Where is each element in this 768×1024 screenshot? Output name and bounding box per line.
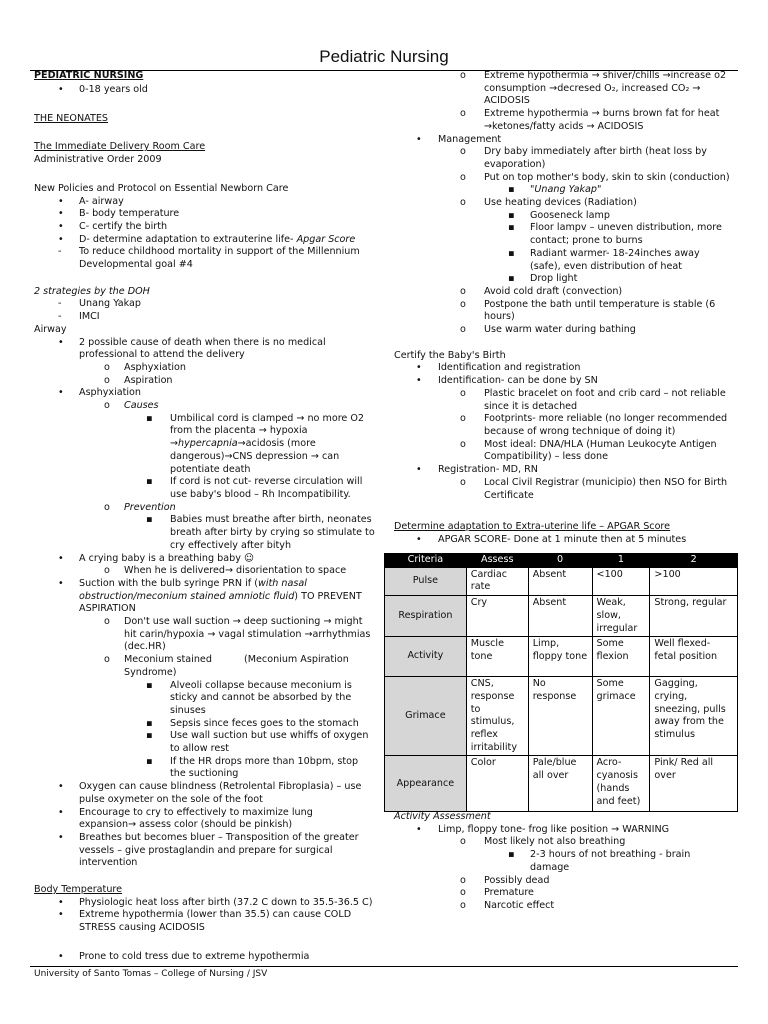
list-item: o Aspiration xyxy=(104,374,173,386)
table-row xyxy=(385,567,738,595)
text-line: professional to attend the delivery xyxy=(79,349,245,361)
apgar-cell: Gagging, crying, sneezing, pulls away from the stimulus xyxy=(650,677,738,756)
list-item: ▪ Radiant warmer- 18-24inches away xyxy=(508,247,700,259)
list-item: ▪ If the HR drops more than 10bpm, stop xyxy=(146,755,359,767)
text-line: ACIDOSIS xyxy=(484,95,530,107)
text-line: STRESS causing ACIDOSIS xyxy=(79,922,205,934)
text-line: Compatibility) – less done xyxy=(484,451,609,463)
apgar-cell: No response xyxy=(528,677,592,756)
heading-body-temperature: Body Temperature xyxy=(34,884,123,896)
list-item: • A crying baby is a breathing baby ☺ xyxy=(58,552,254,564)
text-line: (dec.HR) xyxy=(124,641,166,653)
heading-certify-birth: Certify the Baby's Birth xyxy=(394,349,506,361)
apgar-header: Assess xyxy=(466,554,528,568)
list-item: • B- body temperature xyxy=(58,208,180,220)
list-item: ▪ Floor lampv – uneven distribution, more xyxy=(508,222,722,234)
list-item: ▪ Use wall suction but use whiffs of oxygen xyxy=(146,730,369,742)
text-line: damage xyxy=(530,861,570,873)
list-item: o Most likely not also breathing xyxy=(460,836,626,848)
list-item: • D- determine adaptation to extrauterine life- Apgar Score xyxy=(58,233,356,245)
list-item: ▪ If cord is not cut- reverse circulation will xyxy=(146,476,363,488)
text-line: since it is detached xyxy=(484,400,578,412)
text-line: →hypercapnia→acidosis (more xyxy=(170,438,316,450)
list-item: o Meconium stained (Meconium Aspiration xyxy=(104,654,349,666)
footer-rule xyxy=(30,966,738,967)
list-item: o Extreme hypothermia → shiver/chills →increase o2 xyxy=(460,70,727,81)
text-line: consumption →decresed O₂, increased CO₂ → xyxy=(484,82,701,94)
apgar-criteria-cell: Pulse xyxy=(385,567,467,595)
heading-delivery-room-care: The Immediate Delivery Room Care xyxy=(34,141,206,153)
page-footer: University of Santo Tomas – College of Nursing / JSV xyxy=(34,969,268,979)
list-item: o Put on top mother's body, skin to skin (conduction) xyxy=(460,171,730,183)
text-line: the suctioning xyxy=(170,768,239,780)
apgar-cell: <100 xyxy=(592,567,650,595)
table-row xyxy=(385,637,738,677)
list-item: • Identification and registration xyxy=(416,362,581,374)
list-item: • 0-18 years old xyxy=(58,84,148,95)
text-line: use baby's blood – Rh Incompatibility. xyxy=(170,488,351,500)
list-item: - To reduce childhood mortality in support of the Millennium xyxy=(58,246,360,258)
text-line: Syndrome) xyxy=(124,666,177,678)
text-line: obstruction/meconium stained amniotic fluid) TO PREVENT xyxy=(79,590,362,602)
apgar-criteria-cell: Appearance xyxy=(385,756,467,812)
apgar-criteria-cell: Respiration xyxy=(385,596,467,637)
list-item: • Prone to cold tress due to extreme hypothermia xyxy=(58,950,310,962)
table-row xyxy=(385,596,738,637)
apgar-header: 2 xyxy=(650,554,738,568)
list-item: o Narcotic effect xyxy=(460,899,555,911)
list-item: o Prevention xyxy=(104,501,176,513)
apgar-cell: Limp, floppy tone xyxy=(528,637,592,677)
list-item: o Use warm water during bathing xyxy=(460,324,636,336)
apgar-cell: Pale/blue all over xyxy=(528,756,592,812)
right-column xyxy=(394,70,738,547)
list-item: • Suction with the bulb syringe PRN if (with nasal xyxy=(58,577,307,589)
text-line: hours) xyxy=(484,311,515,323)
list-item: • Oxygen can cause blindness (Retrolental Fibroplasia) – use xyxy=(58,781,362,793)
apgar-cell: Some flexion xyxy=(592,637,650,677)
text-line: cry effectively after bityh xyxy=(170,539,292,551)
apgar-cell: >100 xyxy=(650,567,738,595)
text-line: from the placenta → hypoxia xyxy=(170,425,308,437)
apgar-cell: Cry xyxy=(466,596,528,637)
list-item: • Registration- MD, RN xyxy=(416,464,538,476)
left-column xyxy=(34,70,386,964)
apgar-cell: Cardiac rate xyxy=(466,567,528,595)
apgar-cell: Muscle tone xyxy=(466,637,528,677)
list-item: - Unang Yakap xyxy=(58,298,141,310)
list-item: • Asphyxiation xyxy=(58,387,142,399)
list-item: o Most ideal: DNA/HLA (Human Leukocyte Antigen xyxy=(460,438,717,450)
list-item: ▪ Gooseneck lamp xyxy=(508,209,610,221)
list-item: o Extreme hypothermia → burns brown fat for heat xyxy=(460,108,720,120)
list-item: o Plastic bracelet on foot and crib card – not reliable xyxy=(460,387,726,399)
text-line: Developmental goal #4 xyxy=(79,259,193,271)
list-item: o Postpone the bath until temperature is stable (6 xyxy=(460,298,716,310)
list-item: o Possibly dead xyxy=(460,874,550,886)
text-line: potentiate death xyxy=(170,463,251,475)
text-line: to allow rest xyxy=(170,743,230,755)
right-column-bottom xyxy=(394,811,738,913)
text-line: contact; prone to burns xyxy=(530,235,643,247)
text-line: hit carin/hypoxia → vagal stimulation →arrhythmias xyxy=(124,628,371,640)
apgar-header: 0 xyxy=(528,554,592,568)
list-item: ▪ Umbilical cord is clamped → no more O2 xyxy=(146,412,365,424)
list-item: o Footprints- more reliable (no longer recommended xyxy=(460,413,728,425)
list-item: ▪ Babies must breathe after birth, neonates xyxy=(146,514,372,526)
text-line: New Policies and Protocol on Essential Newborn Care xyxy=(34,182,289,194)
text-line: vessels – give prostaglandin and prepare for surgical xyxy=(79,844,333,856)
list-item: o When he is delivered→ disorientation to space xyxy=(104,565,347,577)
text-line: because of wrong technique of doing it) xyxy=(484,425,676,437)
heading-strategies: 2 strategies by the DOH xyxy=(34,285,150,297)
apgar-table xyxy=(384,553,738,812)
table-row xyxy=(385,677,738,756)
heading-apgar: Determine adaptation to Extra-uterine life – APGAR Score xyxy=(394,521,671,533)
list-item: • APGAR SCORE- Done at 1 minute then at 5 minutes xyxy=(416,533,687,545)
list-item: • Encourage to cry to effectively to maximize lung xyxy=(58,806,313,818)
apgar-cell: Pink/ Red all over xyxy=(650,756,738,812)
list-item: • A- airway xyxy=(58,195,124,207)
heading-airway: Airway xyxy=(34,323,67,335)
list-item: • Management xyxy=(416,133,502,145)
apgar-cell: Strong, regular xyxy=(650,596,738,637)
list-item: ▪ "Unang Yakap" xyxy=(508,184,602,196)
list-item: • 2 possible cause of death when there is no medical xyxy=(58,336,326,348)
text-line: expansion→ assess color (should be pinkish) xyxy=(79,819,293,831)
list-item: • C- certify the birth xyxy=(58,220,168,232)
list-item: • Limp, floppy tone- frog like position → WARNING xyxy=(416,823,670,835)
apgar-cell: Some grimace xyxy=(592,677,650,756)
list-item: o Don't use wall suction → deep suctioning → might xyxy=(104,616,363,628)
list-item: - IMCI xyxy=(58,311,100,323)
text-line: (safe), even distribution of heat xyxy=(530,260,682,272)
apgar-cell: Absent xyxy=(528,596,592,637)
heading-pediatric-nursing: PEDIATRIC NURSING xyxy=(34,70,144,81)
list-item: o Causes xyxy=(104,400,159,412)
apgar-criteria-cell: Grimace xyxy=(385,677,467,756)
apgar-cell: Color xyxy=(466,756,528,812)
list-item: o Asphyxiation xyxy=(104,361,187,373)
text-line: sinuses xyxy=(170,704,206,716)
text-line: intervention xyxy=(79,857,138,869)
heading-neonates: THE NEONATES xyxy=(34,112,108,124)
list-item: • Breathes but becomes bluer – Transposition of the greater xyxy=(58,831,359,843)
list-item: o Premature xyxy=(460,887,534,899)
apgar-cell: CNS, response to stimulus, reflex irritability xyxy=(466,677,528,756)
list-item: ▪ Alveoli collapse because meconium is xyxy=(146,679,352,691)
apgar-cell: Well flexed- fetal position xyxy=(650,637,738,677)
list-item: • Identification- can be done by SN xyxy=(416,375,598,387)
list-item: o Avoid cold draft (convection) xyxy=(460,285,623,297)
text-line: Certificate xyxy=(484,489,534,501)
page-title: Pediatric Nursing xyxy=(319,47,449,66)
text-line: breath after birty by crying so stimulate to xyxy=(170,527,375,539)
text-line: dangerous)→CNS depression → can xyxy=(170,450,340,462)
list-item: • Extreme hypothermia (lower than 35.5) can cause COLD xyxy=(58,909,352,921)
text-line: Administrative Order 2009 xyxy=(34,154,162,166)
table-row xyxy=(385,756,738,812)
text-line: evaporation) xyxy=(484,158,546,170)
apgar-header: Criteria xyxy=(385,554,467,568)
text-line: sticky and cannot be absorbed by the xyxy=(170,692,352,704)
text-line: pulse oxymeter on the sole of the foot xyxy=(79,793,263,805)
list-item: • Physiologic heat loss after birth (37.2 C down to 35.5-36.5 C) xyxy=(58,896,373,908)
heading-activity-assessment: Activity Assessment xyxy=(394,811,491,822)
apgar-header-row xyxy=(385,554,738,568)
apgar-criteria-cell: Activity xyxy=(385,637,467,677)
apgar-cell: Absent xyxy=(528,567,592,595)
apgar-header: 1 xyxy=(592,554,650,568)
list-item: o Use heating devices (Radiation) xyxy=(460,197,637,209)
text-line: →ketones/fatty acids → ACIDOSIS xyxy=(484,120,644,132)
list-item: ▪ Sepsis since feces goes to the stomach xyxy=(146,717,359,729)
list-item: o Local Civil Registrar (municipio) then NSO for Birth xyxy=(460,476,728,488)
list-item: ▪ Drop light xyxy=(508,273,578,285)
list-item: ▪ 2-3 hours of not breathing - brain xyxy=(508,849,691,861)
apgar-cell: Weak, slow, irregular xyxy=(592,596,650,637)
apgar-cell: Acro-cyanosis (hands and feet) xyxy=(592,756,650,812)
text-line: ASPIRATION xyxy=(79,603,136,615)
list-item: o Dry baby immediately after birth (heat loss by xyxy=(460,146,707,158)
